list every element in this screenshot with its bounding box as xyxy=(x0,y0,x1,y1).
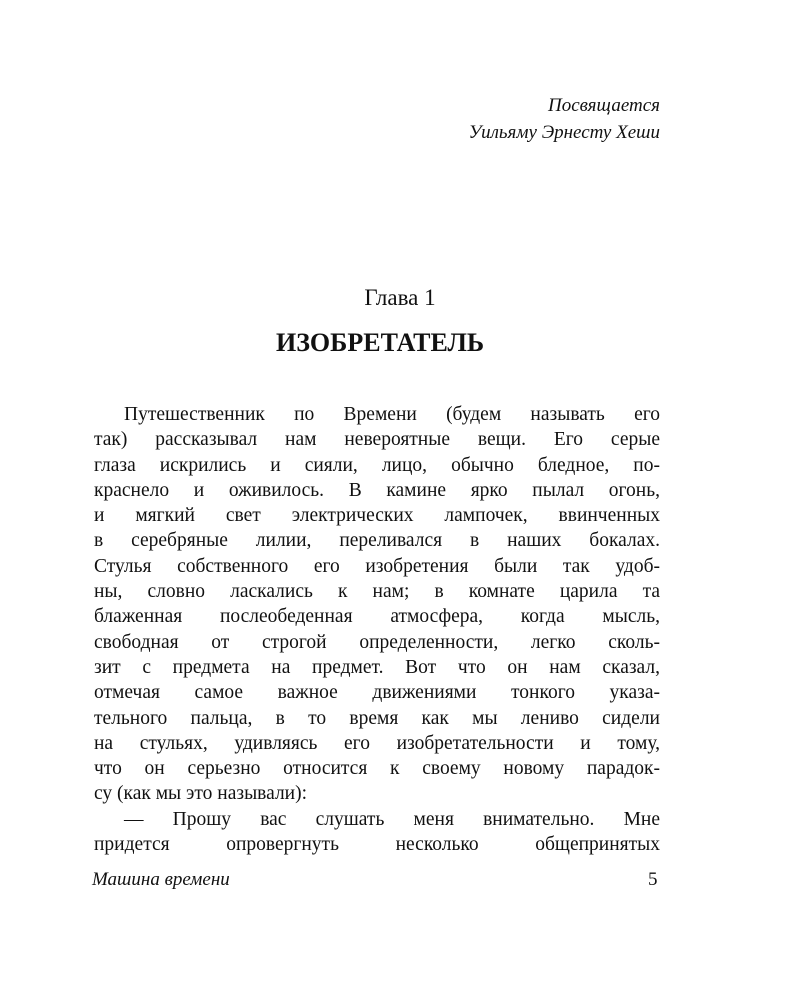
text-line-2: так) рассказывал нам невероятные вещи. Его серые xyxy=(94,429,660,451)
text-line-13: тельного пальца, в то время как мы лениво сидели xyxy=(94,707,660,729)
text-line-4: краснело и оживилось. В камине ярко пылал огонь, xyxy=(94,479,660,501)
text-line-10: свободная от строгой определенности, легко сколь- xyxy=(94,631,660,653)
text-line-8: ны, словно ласкались к нам; в комнате царила та xyxy=(94,581,660,603)
text-line-16: су (как мы это называли): xyxy=(94,783,308,805)
text-line-12: отмечая самое важное движениями тонкого указа- xyxy=(94,682,660,704)
running-footer-title: Машина времени xyxy=(92,869,230,890)
text-line-18: придется опровергнуть несколько общепринятых xyxy=(94,834,660,856)
text-line-11: зит с предмета на предмет. Вот что он нам сказал, xyxy=(94,656,660,678)
body-text xyxy=(94,402,660,857)
chapter-number: Глава 1 xyxy=(364,285,436,310)
text-line-1: Путешественник по Времени (будем называть его xyxy=(124,404,660,425)
text-line-5: и мягкий свет электрических лампочек, ввинченных xyxy=(94,505,660,527)
text-line-3: глаза искрились и сияли, лицо, обычно бледное, по- xyxy=(94,454,660,476)
page-number: 5 xyxy=(648,869,658,890)
text-line-17: — Прошу вас слушать меня внимательно. Мне xyxy=(124,808,660,830)
text-line-14: на стульях, удивляясь его изобретательности и тому, xyxy=(94,732,660,754)
chapter-title: ИЗОБРЕТАТЕЛЬ xyxy=(275,328,485,357)
text-line-9: блаженная послеобеденная атмосфера, когда мысль, xyxy=(94,606,660,628)
dedication-line-1: Посвящается xyxy=(548,95,660,116)
dedication-line-2: Уильяму Эрнесту Хеши xyxy=(468,122,660,143)
text-line-7: Стулья собственного его изобретения были так удоб- xyxy=(94,555,660,577)
dedication xyxy=(469,92,660,146)
text-line-6: в серебряные лилии, переливался в наших бокалах. xyxy=(94,530,660,552)
text-line-15: что он серьезно относится к своему новому парадок- xyxy=(94,758,660,780)
